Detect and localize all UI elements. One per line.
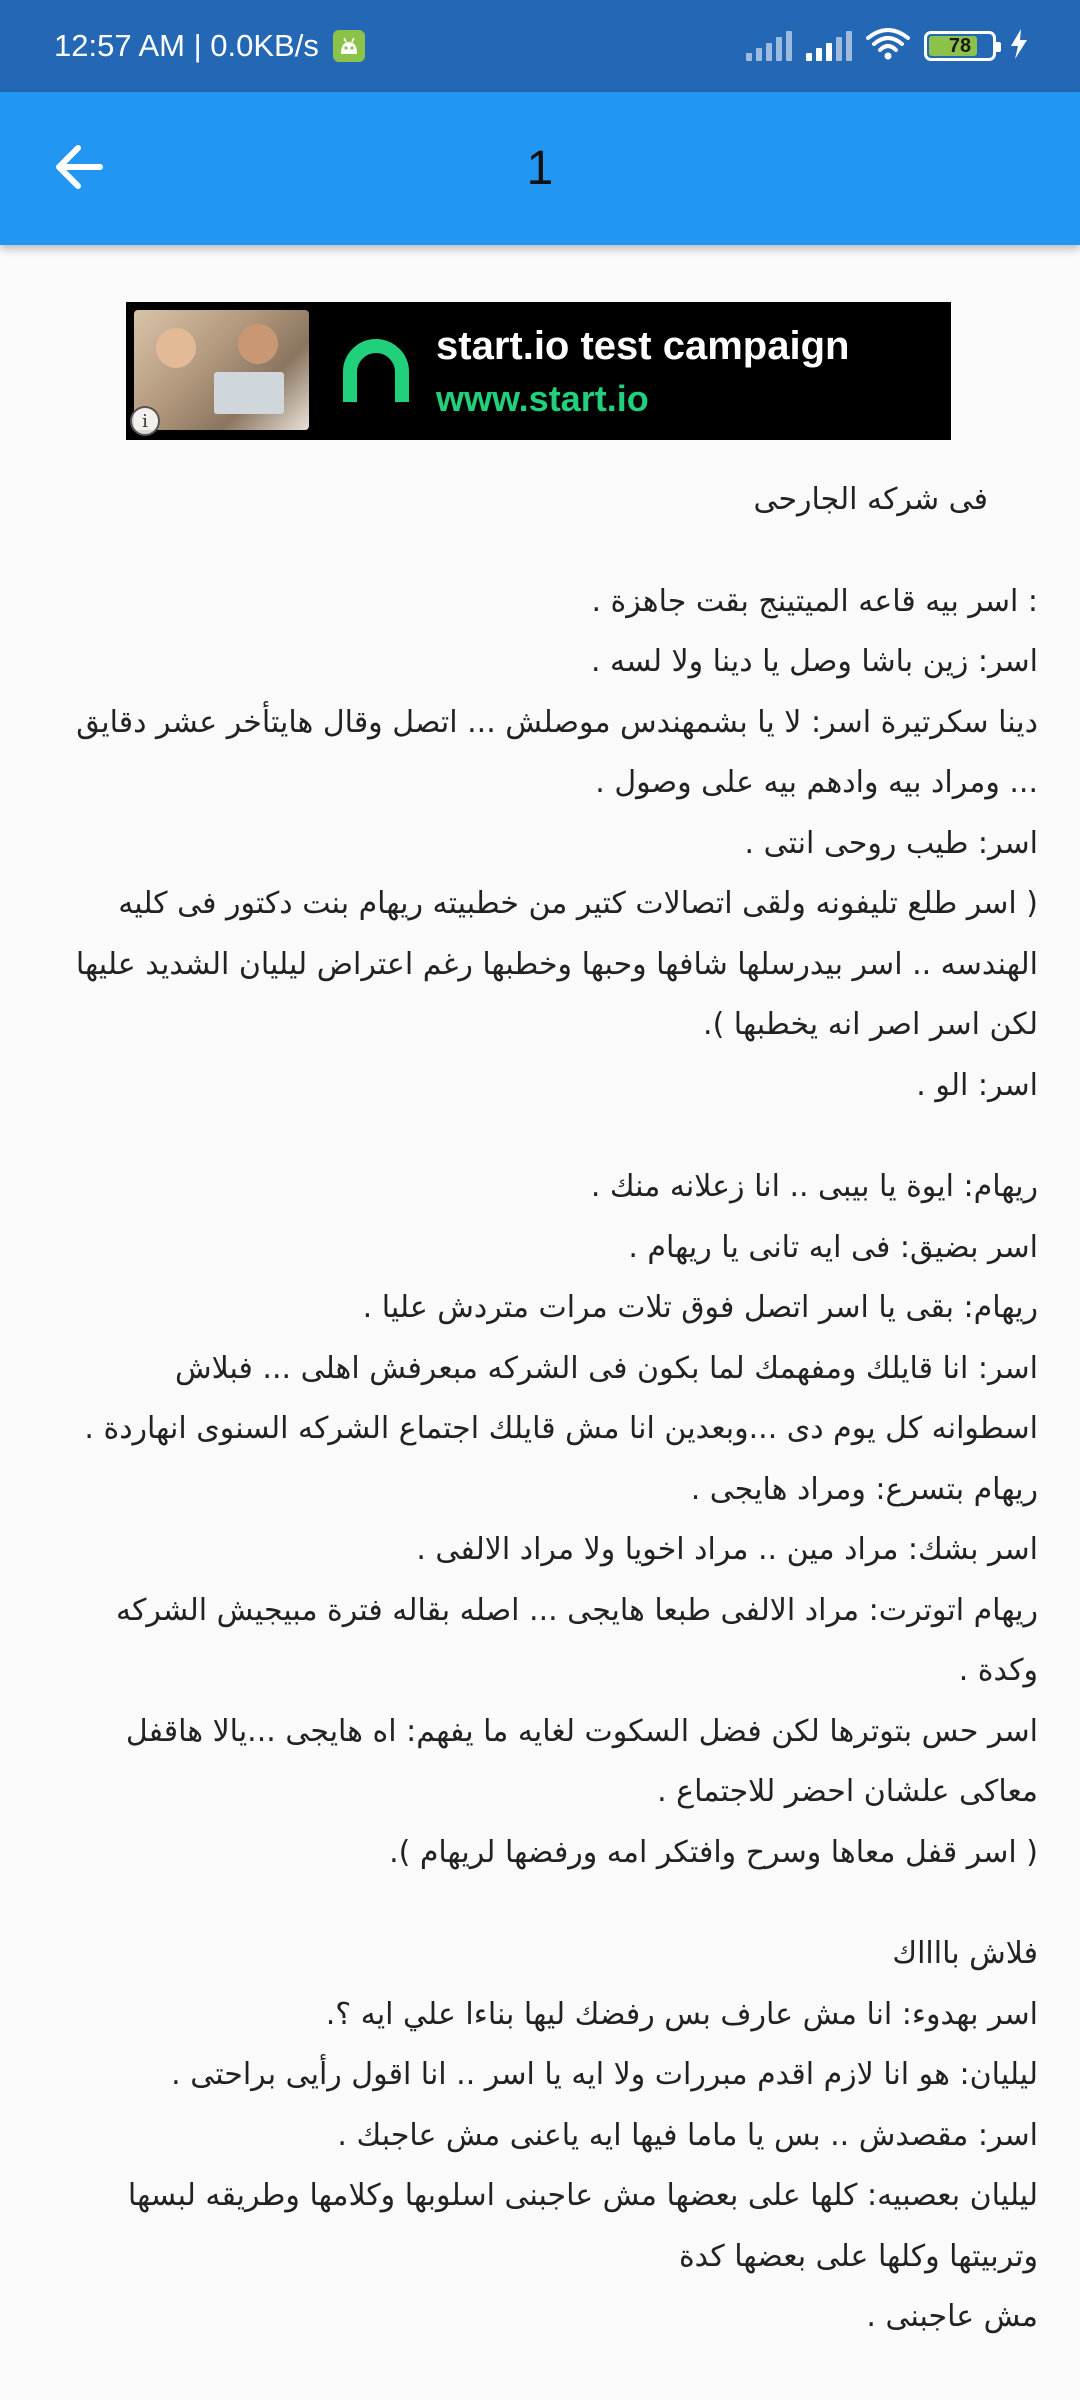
status-bar bbox=[0, 0, 1080, 92]
story-paragraph: ريهام: ايوة يا بيبى .. انا زعلانه منك . bbox=[590, 1169, 1038, 1204]
ad-url: www.start.io bbox=[436, 378, 649, 419]
status-time-speed: 12:57 AM | 0.0KB/s bbox=[54, 28, 319, 63]
arrow-left-icon bbox=[54, 144, 104, 190]
theme-toggle-button[interactable] bbox=[1000, 130, 1080, 210]
story-paragraph: اسر حس بتوترها لكن فضل السكوت لغايه ما يفهم: اه هايجى ...يالا هاقفل معاكى علشان احضر للاجتماع . bbox=[125, 1713, 1038, 1809]
story-paragraph: ريهام بتسرع: ومراد هايجى . bbox=[690, 1471, 1038, 1507]
story-paragraph: اسر: انا قايلك ومفهمك لما بكون فى الشركه مبعرفش اهلى ... فبلاش اسطوانه كل يوم دى ...وبعدين انا مش قايلك اجتماع الشركه السنوى انهاردة . bbox=[84, 1350, 1038, 1446]
story-paragraph: ليليان: هو انا لازم اقدم مبررات ولا ايه يا اسر .. انا اقول رأيى براحتى . bbox=[171, 2057, 1038, 2092]
status-right bbox=[746, 28, 1028, 64]
startio-logo-icon bbox=[336, 332, 416, 412]
story-paragraph: ليليان بعصبيه: كلها على بعضها مش عاجبنى اسلوبها وكلامها وطريقه لبسها وتربيتها وكلها على بعضها كدة bbox=[127, 2178, 1038, 2274]
ad-title: start.io test campaign bbox=[436, 324, 850, 368]
story-paragraph: اسر بهدوء: انا مش عارف بس رفضك ليها بناءا علي ايه ؟. bbox=[325, 1996, 1038, 2032]
story-paragraph: : اسر بيه قاعه الميتينج بقت جاهزة . bbox=[591, 583, 1038, 619]
ad-banner[interactable] bbox=[126, 302, 951, 440]
story-paragraph: اسر بضيق: فى ايه تانى يا ريهام . bbox=[628, 1229, 1038, 1265]
ad-photo bbox=[134, 310, 309, 430]
story-paragraph: فى شركه الجارحى bbox=[753, 482, 988, 517]
android-icon bbox=[333, 30, 365, 62]
story-paragraph: ( اسر طلع تليفونه ولقى اتصالات كتير من خطبيته ريهام بنت دكتور فى كليه الهندسه .. اسر بيدرسلها شافها وحبها وخطبها رغم اعتراض ليليان الشديد عليها لكن اسر اصر انه يخطبها ). bbox=[75, 886, 1038, 1042]
battery-icon bbox=[924, 31, 996, 61]
story-paragraph: اسر بشك: مراد مين .. مراد اخويا ولا مراد الالفى . bbox=[416, 1532, 1038, 1567]
story-paragraph: اسر: زين باشا وصل يا دينا ولا لسه . bbox=[590, 644, 1038, 679]
charging-icon bbox=[1010, 29, 1028, 63]
story-paragraph: دينا سكرتيرة اسر: لا يا بشمهندس موصلش ... اتصل وقال هايتأخر عشر دقايق ... ومراد بيه وادهم بيه على وصول . bbox=[76, 704, 1038, 800]
story-paragraph: اسر: طيب روحى انتى . bbox=[744, 825, 1038, 861]
status-left bbox=[54, 28, 365, 64]
story-paragraph: ( اسر قفل معاها وسرح وافتكر امه ورفضها لريهام ). bbox=[389, 1834, 1038, 1870]
battery-percent: 78 bbox=[948, 34, 972, 57]
story-paragraph: مش عاجبنى . bbox=[866, 2299, 1038, 2334]
app-bar bbox=[0, 92, 1080, 245]
signal-icon bbox=[806, 31, 852, 61]
story-paragraph: اسر: مقصدش .. بس يا ماما فيها ايه ياعنى مش عاجبك . bbox=[337, 2117, 1038, 2153]
moon-icon bbox=[1000, 130, 1080, 210]
story-paragraph: فلاش بااااك bbox=[892, 1936, 1038, 1971]
wifi-icon bbox=[866, 28, 910, 64]
signal-icon bbox=[746, 31, 792, 61]
story-text bbox=[62, 470, 1038, 2348]
page-title: 1 bbox=[526, 142, 554, 195]
story-paragraph: ريهام: بقى يا اسر اتصل فوق تلات مرات متردش عليا . bbox=[362, 1290, 1038, 1325]
back-button[interactable] bbox=[44, 132, 114, 202]
story-paragraph: ريهام اتوترت: مراد الالفى طبعا هايجى ... اصله بقاله فترة مبيجيش الشركه وكدة . bbox=[115, 1592, 1038, 1688]
ad-info-icon[interactable]: i bbox=[130, 406, 160, 436]
story-paragraph: اسر: الو . bbox=[916, 1067, 1038, 1103]
